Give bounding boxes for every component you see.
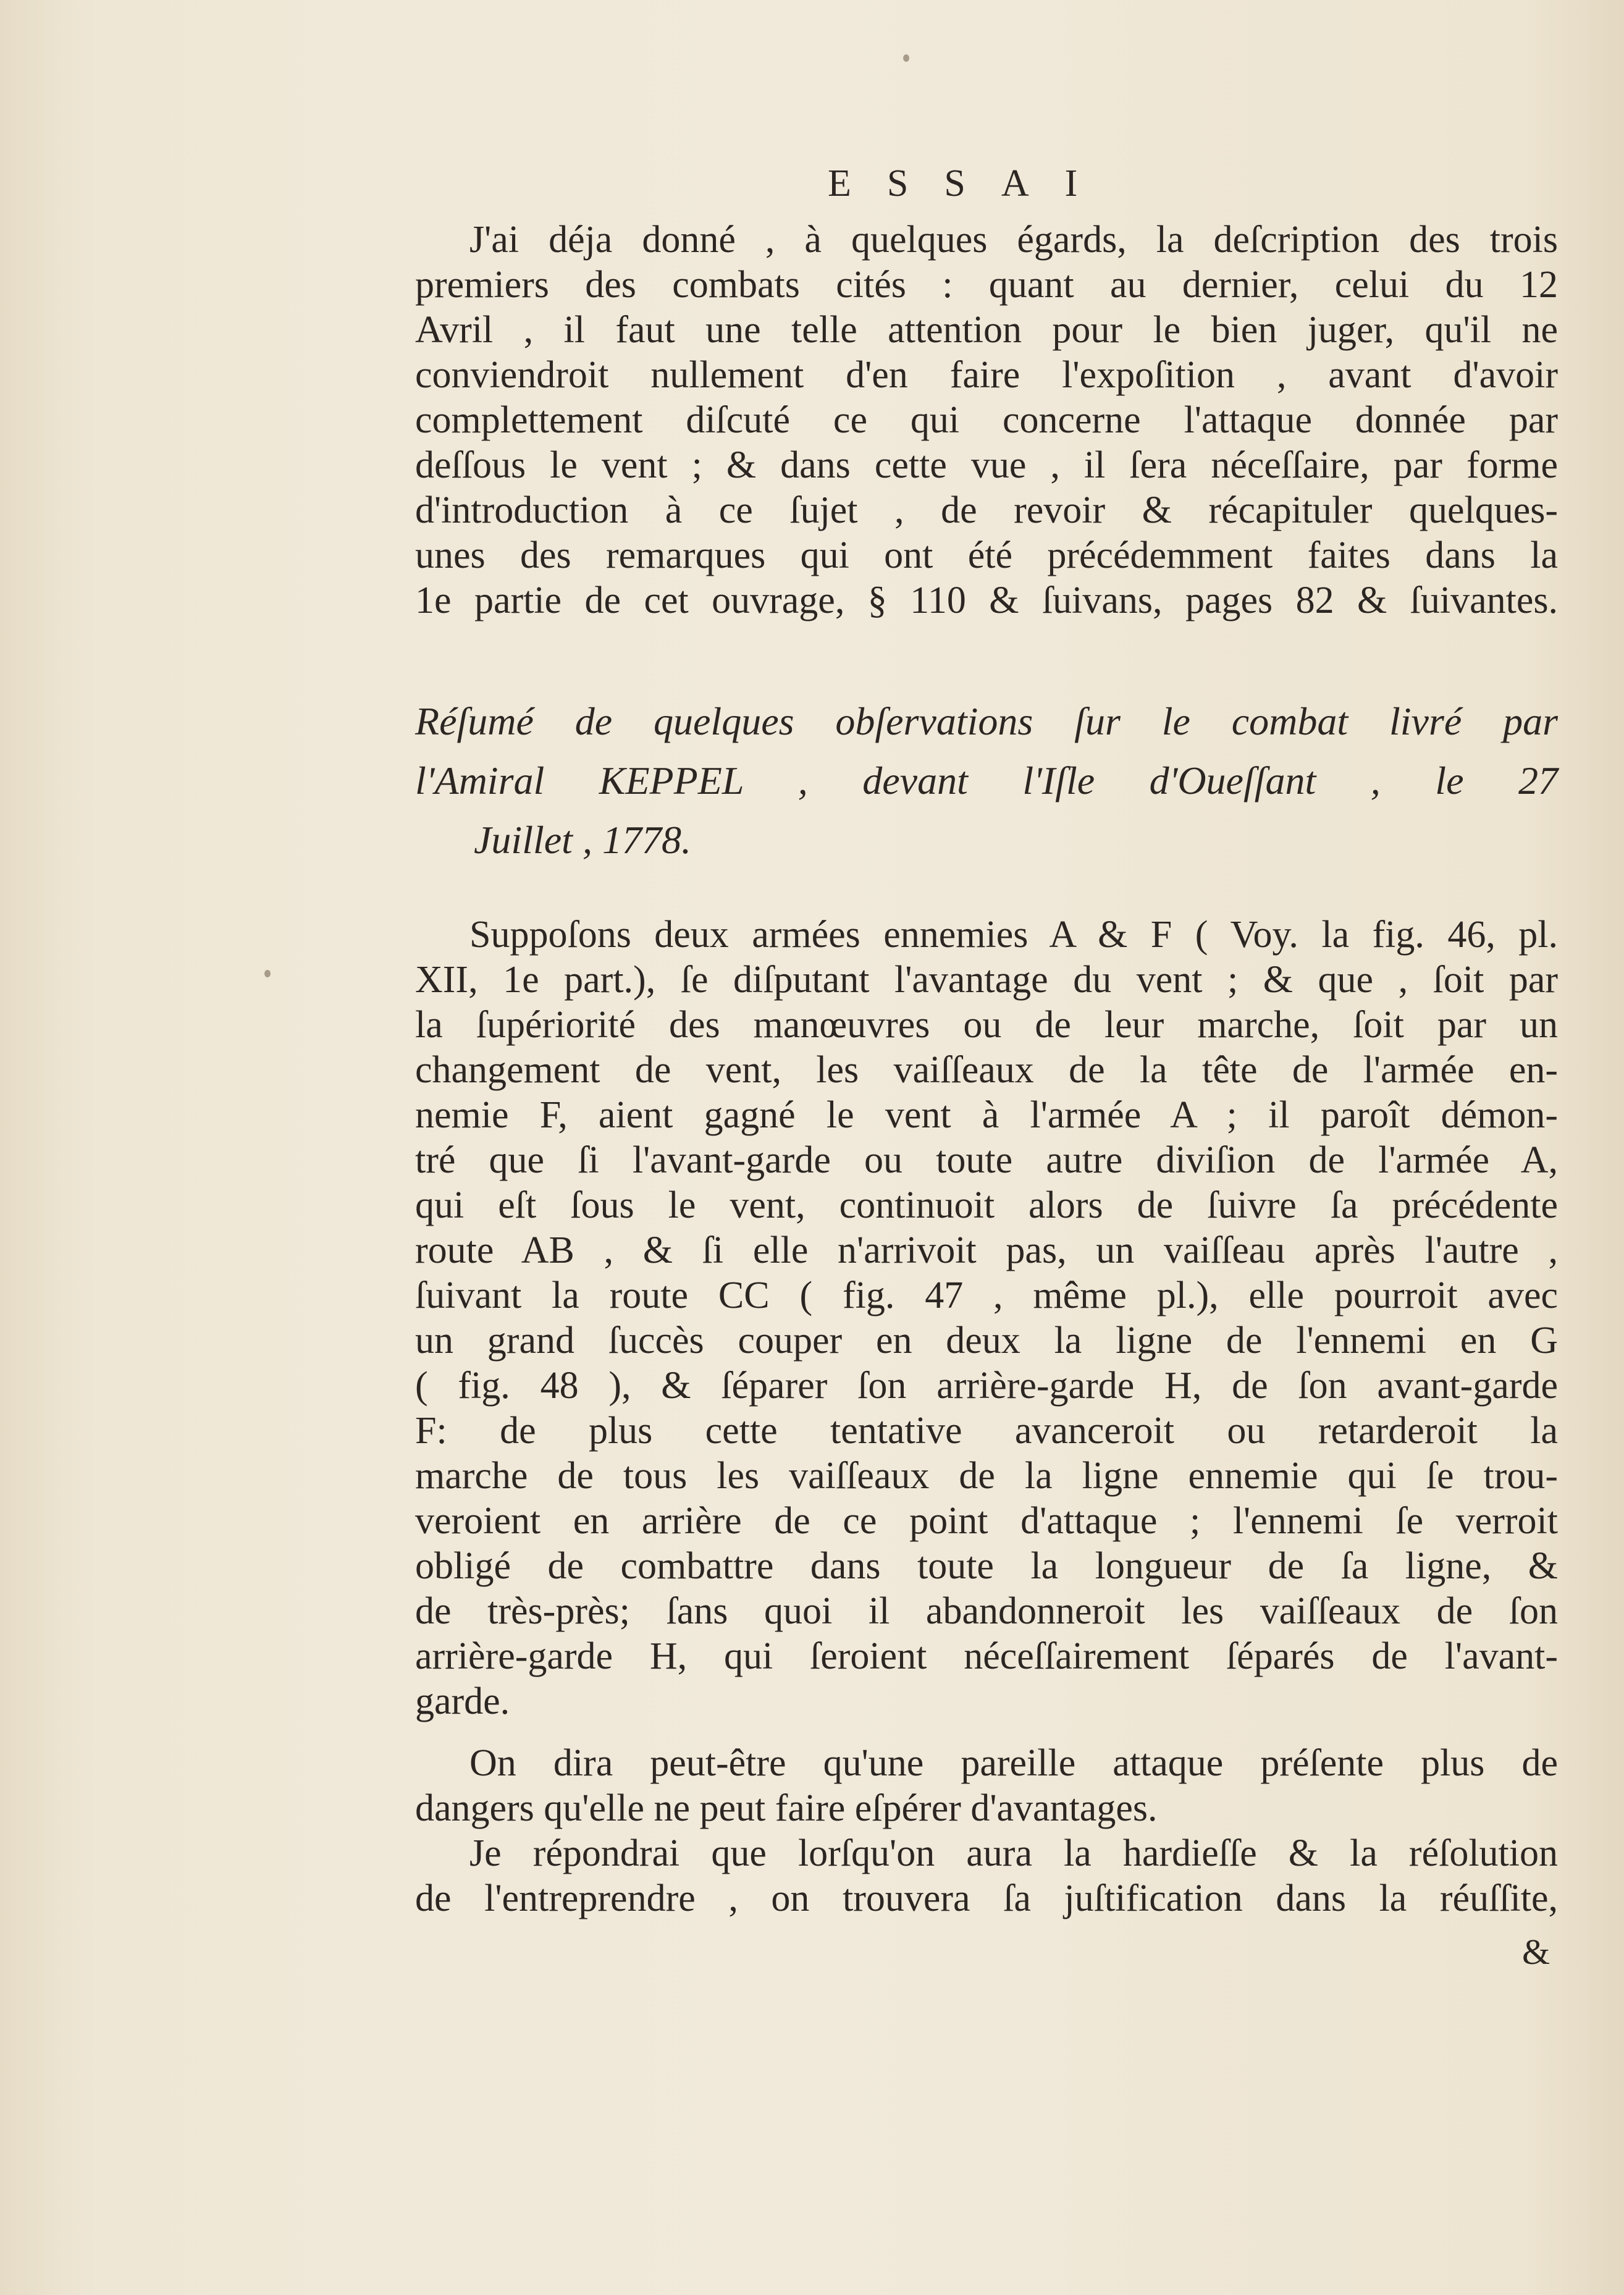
text-line: 1e partie de cet ouvrage, § 110 & ſuivans, pages 82 & ſuivantes. — [415, 579, 1558, 621]
text-line: changement de vent, les vaiſſeaux de la tête de l'armée en- — [415, 1049, 1558, 1091]
section-title — [415, 692, 1558, 870]
text-line: premiers des combats cités : quant au dernier, celui du 12 — [415, 264, 1558, 306]
text-line: tré que ſi l'avant-garde ou toute autre diviſion de l'armée A, — [415, 1139, 1558, 1181]
text-line: nemie F, aient gagné le vent à l'armée A ; il paroît démon- — [415, 1094, 1558, 1136]
text-line: dangers qu'elle ne peut faire eſpérer d'avantages. — [415, 1787, 1158, 1829]
paragraph-2 — [415, 912, 1558, 1724]
text-line: marche de tous les vaiſſeaux de la ligne ennemie qui ſe trou- — [415, 1455, 1558, 1497]
paragraph-3 — [415, 1741, 1558, 1831]
text-line: veroient en arrière de ce point d'attaque ; l'ennemi ſe verroit — [415, 1500, 1558, 1542]
text-line: de l'entreprendre , on trouvera ſa juſtification dans la réuſſite, — [415, 1877, 1558, 1919]
catchword: & — [1522, 1932, 1550, 1972]
text-line: J'ai déja donné , à quelques égards, la deſcription des trois — [469, 219, 1558, 261]
text-line: ſuivant la route CC ( fig. 47 , même pl.), elle pourroit avec — [415, 1274, 1558, 1316]
ink-speck — [264, 970, 271, 977]
text-line: complettement diſcuté ce qui concerne l'attaque donnée par — [415, 399, 1558, 441]
running-header: ESSAI — [828, 162, 1114, 204]
text-line: Je répondrai que lorſqu'on aura la hardieſſe & la réſolution — [469, 1832, 1558, 1874]
text-line: F: de plus cette tentative avanceroit ou retarderoit la — [415, 1410, 1558, 1452]
text-line: Avril , il faut une telle attention pour le bien juger, qu'il ne — [415, 309, 1558, 351]
ink-speck — [903, 54, 909, 62]
text-line: un grand ſuccès couper en deux la ligne de l'ennemi en G — [415, 1320, 1558, 1362]
paragraph-4 — [415, 1831, 1558, 1921]
text-line: ( fig. 48 ), & ſéparer ſon arrière-garde H, de ſon avant-garde — [415, 1365, 1558, 1407]
text-line: Suppoſons deux armées ennemies A & F ( Voy. la fig. 46, pl. — [469, 914, 1558, 956]
title-line: l'Amiral KEPPEL , devant l'Iſle d'Oueſſant , le 27 — [415, 759, 1558, 802]
text-line: de très-près; ſans quoi il abandonneroit les vaiſſeaux de ſon — [415, 1590, 1558, 1632]
text-line: deſſous le vent ; & dans cette vue , il ſera néceſſaire, par forme — [415, 444, 1558, 486]
text-line: conviendroit nullement d'en faire l'expoſition , avant d'avoir — [415, 354, 1558, 396]
text-line: la ſupériorité des manœuvres ou de leur marche, ſoit par un — [415, 1004, 1558, 1046]
text-line: unes des remarques qui ont été précédemment faites dans la — [415, 534, 1558, 576]
text-line: route AB , & ſi elle n'arrivoit pas, un vaiſſeau après l'autre , — [415, 1229, 1558, 1271]
text-line: XII, 1e part.), ſe diſputant l'avantage du vent ; & que , ſoit par — [415, 959, 1558, 1001]
text-line: garde. — [415, 1680, 510, 1722]
text-line: obligé de combattre dans toute la longueur de ſa ligne, & — [415, 1545, 1558, 1587]
text-line: d'introduction à ce ſujet , de revoir & récapituler quelques- — [415, 489, 1558, 531]
title-line: Juillet , 1778. — [474, 818, 691, 862]
text-line: qui eſt ſous le vent, continuoit alors de ſuivre ſa précédente — [415, 1184, 1558, 1226]
paragraph-1 — [415, 217, 1558, 623]
text-line: On dira peut-être qu'une pareille attaque préſente plus de — [469, 1742, 1558, 1784]
text-line: arrière-garde H, qui ſeroient néceſſairement ſéparés de l'avant- — [415, 1635, 1558, 1677]
title-line: Réſumé de quelques obſervations ſur le combat livré par — [415, 699, 1558, 743]
